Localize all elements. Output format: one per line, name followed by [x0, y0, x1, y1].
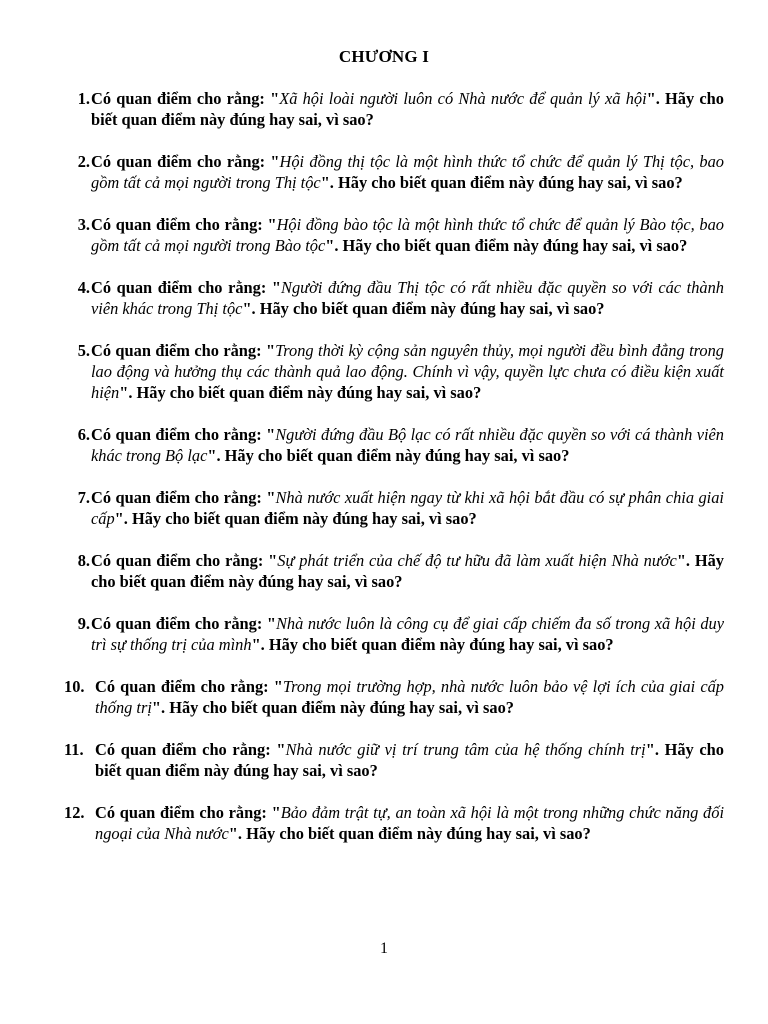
question-item [60, 802, 724, 844]
chapter-title: CHƯƠNG I [338, 47, 430, 66]
question-quote: Trong thời kỳ cộng sản nguyên thủy, mọi người đều bình đẳng trong lao động và hưởng thụ các thành quả lao động. Chính vì vậy, quyền lực chưa có điều kiện xuất hiện [91, 341, 724, 402]
question-lead: Có quan điểm cho rằng: " [91, 341, 276, 360]
question-item [60, 340, 724, 403]
question-number: 7. [77, 488, 90, 507]
question-lead: Có quan điểm cho rằng: " [91, 215, 277, 234]
question-number: 4. [77, 278, 90, 297]
question-text [90, 424, 724, 466]
question-text [90, 487, 724, 529]
question-item [60, 151, 724, 193]
question-text [90, 277, 724, 319]
question-item [60, 214, 724, 256]
question-quote: Trong mọi trường hợp, nhà nước luôn bảo vệ lợi ích của giai cấp thống trị [95, 677, 724, 717]
question-lead: Có quan điểm cho rằng: " [91, 614, 276, 633]
question-text [94, 802, 724, 844]
question-text [90, 550, 724, 592]
question-lead: Có quan điểm cho rằng: " [91, 425, 276, 444]
question-text [90, 88, 724, 130]
question-tail: ". Hãy cho biết quan điểm này đúng hay sai, vì sao? [119, 383, 482, 402]
question-tail: ". Hãy cho biết quan điểm này đúng hay sai, vì sao? [325, 236, 688, 255]
question-number: 12. [64, 803, 85, 822]
question-text [90, 340, 724, 403]
question-text [90, 214, 724, 256]
question-quote: Hội đồng thị tộc là một hình thức tổ chức để quản lý Thị tộc, bao gồm tất cả mọi người trong Thị tộc [91, 152, 724, 192]
question-item [60, 613, 724, 655]
question-tail: ". Hãy cho biết quan điểm này đúng hay sai, vì sao? [91, 89, 724, 129]
question-quote: Sự phát triển của chế độ tư hữu đã làm xuất hiện Nhà nước [277, 551, 677, 570]
question-text [94, 739, 724, 781]
question-text [90, 613, 724, 655]
question-tail: ". Hãy cho biết quan điểm này đúng hay sai, vì sao? [228, 824, 591, 843]
question-item [60, 487, 724, 529]
question-quote: Người đứng đầu Bộ lạc có rất nhiều đặc quyền so với cá thành viên khác trong Bộ lạc [91, 425, 724, 465]
question-number: 3. [77, 215, 90, 234]
question-tail: ". Hãy cho biết quan điểm này đúng hay sai, vì sao? [207, 446, 570, 465]
question-tail: ". Hãy cho biết quan điểm này đúng hay sai, vì sao? [114, 509, 477, 528]
question-item [60, 277, 724, 319]
question-text [94, 676, 724, 718]
question-item [60, 550, 724, 592]
question-tail: ". Hãy cho biết quan điểm này đúng hay sai, vì sao? [91, 551, 724, 591]
question-number: 1. [77, 89, 90, 108]
question-lead: Có quan điểm cho rằng: " [95, 740, 286, 759]
question-quote: Người đứng đầu Thị tộc có rất nhiều đặc quyền so với các thành viên khác trong Thị tộc [91, 278, 724, 318]
question-item [60, 739, 724, 781]
question-number: 6. [77, 425, 90, 444]
question-lead: Có quan điểm cho rằng: " [91, 278, 282, 297]
question-item [60, 88, 724, 130]
question-lead: Có quan điểm cho rằng: " [91, 488, 276, 507]
question-text [90, 151, 724, 193]
question-item [60, 424, 724, 466]
question-tail: ". Hãy cho biết quan điểm này đúng hay sai, vì sao? [95, 740, 724, 780]
question-number: 2. [77, 152, 90, 171]
question-lead: Có quan điểm cho rằng: " [95, 803, 281, 822]
question-tail: ". Hãy cho biết quan điểm này đúng hay sai, vì sao? [242, 299, 605, 318]
question-tail: ". Hãy cho biết quan điểm này đúng hay sai, vì sao? [251, 635, 614, 654]
question-item [60, 676, 724, 718]
question-number: 5. [77, 341, 90, 360]
question-lead: Có quan điểm cho rằng: " [91, 551, 278, 570]
question-quote: Nhà nước giữ vị trí trung tâm của hệ thống chính trị [285, 740, 646, 759]
question-list [60, 88, 724, 865]
question-number: 10. [64, 677, 85, 696]
question-lead: Có quan điểm cho rằng: " [95, 677, 283, 696]
question-tail: ". Hãy cho biết quan điểm này đúng hay sai, vì sao? [151, 698, 514, 717]
question-number: 11. [64, 740, 84, 759]
question-number: 8. [77, 551, 90, 570]
page-number: 1 [380, 940, 388, 957]
question-quote: Nhà nước xuất hiện ngay từ khi xã hội bắt đầu có sự phân chia giai cấp [91, 488, 724, 528]
question-quote: Bảo đảm trật tự, an toàn xã hội là một trong những chức năng đối ngoại của Nhà nước [95, 803, 724, 843]
question-tail: ". Hãy cho biết quan điểm này đúng hay sai, vì sao? [320, 173, 683, 192]
question-quote: Nhà nước luôn là công cụ để giai cấp chiếm đa số trong xã hội duy trì sự thống trị của mình [91, 614, 724, 654]
question-lead: Có quan điểm cho rằng: " [91, 89, 280, 108]
question-number: 9. [77, 614, 90, 633]
question-lead: Có quan điểm cho rằng: " [91, 152, 280, 171]
question-quote: Hội đồng bào tộc là một hình thức tổ chức để quản lý Bào tộc, bao gồm tất cả mọi người trong Bào tộc [91, 215, 724, 255]
question-quote: Xã hội loài người luôn có Nhà nước để quản lý xã hội [279, 89, 647, 108]
